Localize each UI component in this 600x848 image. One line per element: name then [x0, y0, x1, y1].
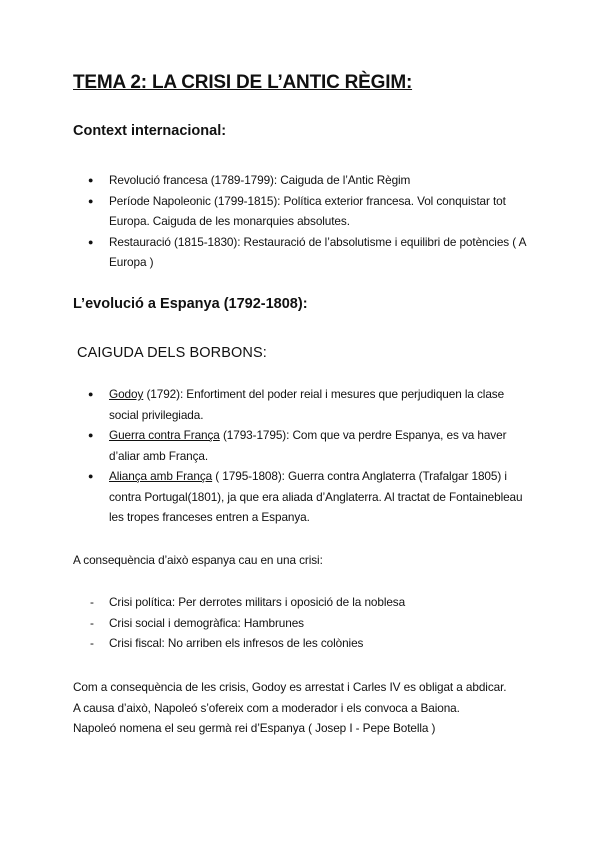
list-item: - Crisi social i demogràfica: Hambrunes: [0, 613, 477, 634]
page-title: TEMA 2: LA CRISI DE L’ANTIC RÈGIM:: [73, 72, 413, 93]
item-label: Aliança amb França: [109, 469, 213, 483]
list-item: ● Guerra contra França (1793-1795): Com que va perdre Espanya, es va haver d’aliar amb França.: [0, 425, 600, 466]
item-label: Guerra contra França: [109, 428, 220, 442]
bullet-icon: ●: [88, 430, 94, 440]
bullet-icon: ●: [88, 389, 94, 399]
dash-icon: -: [90, 615, 94, 630]
conclusion-line: A causa d’això, Napoleó s’ofereix com a moderador i els convoca a Baiona.: [73, 700, 460, 715]
list-item: - Crisi política: Per derrotes militars i oposició de la noblesa: [0, 592, 477, 613]
conclusion-paragraph: [73, 677, 506, 739]
bullet-icon: ●: [88, 236, 94, 247]
list-item: ● Aliança amb França ( 1795-1808): Guerra contra Anglaterra (Trafalgar 1805) i contra Portugal(1801), ja que era aliada d’Anglaterra. Al tractat de Fontainebleau les tropes franceses entren a Espanya.: [0, 466, 600, 528]
dash-icon: -: [90, 595, 94, 609]
conclusion-line: Com a consequència de les crisis, Godoy es arrestat i Carles IV es obligat a abdicar.: [73, 680, 507, 694]
dash-icon: -: [90, 636, 94, 650]
bullet-icon: ●: [88, 175, 94, 185]
consequence-intro: A consequència d’això espanya cau en una crisi:: [73, 553, 323, 567]
list-item: ● Període Napoleonic (1799-1815): Política exterior francesa. Vol conquistar tot Europa. Caiguda de les monarquies absolutes.: [0, 191, 600, 232]
subheading-borbons: CAIGUDA DELS BORBONS:: [77, 345, 267, 361]
bullet-icon: ●: [88, 471, 94, 481]
heading-international-context: Context internacional:: [73, 123, 227, 139]
conclusion-line: Napoleó nomena el seu germà rei d’Espanya ( Josep I - Pepe Botella ): [73, 721, 436, 735]
spain-list: [0, 384, 600, 528]
crisis-list: [0, 592, 477, 654]
list-item: ● Restauració (1815-1830): Restauració de l’absolutisme i equilibri de potències ( A Europa ): [0, 232, 600, 273]
list-item: ● Revolució francesa (1789-1799): Caiguda de l’Antic Règim: [0, 170, 600, 191]
list-item: ● Godoy (1792): Enfortiment del poder reial i mesures que perjudiquen la clase social privilegiada.: [0, 384, 600, 425]
international-list: [0, 170, 600, 273]
bullet-icon: ●: [88, 195, 94, 206]
list-item: - Crisi fiscal: No arriben els infresos de les colònies: [0, 633, 477, 654]
item-label: Godoy: [109, 387, 144, 401]
heading-spain-evolution: L’evolució a Espanya (1792-1808):: [73, 296, 308, 312]
